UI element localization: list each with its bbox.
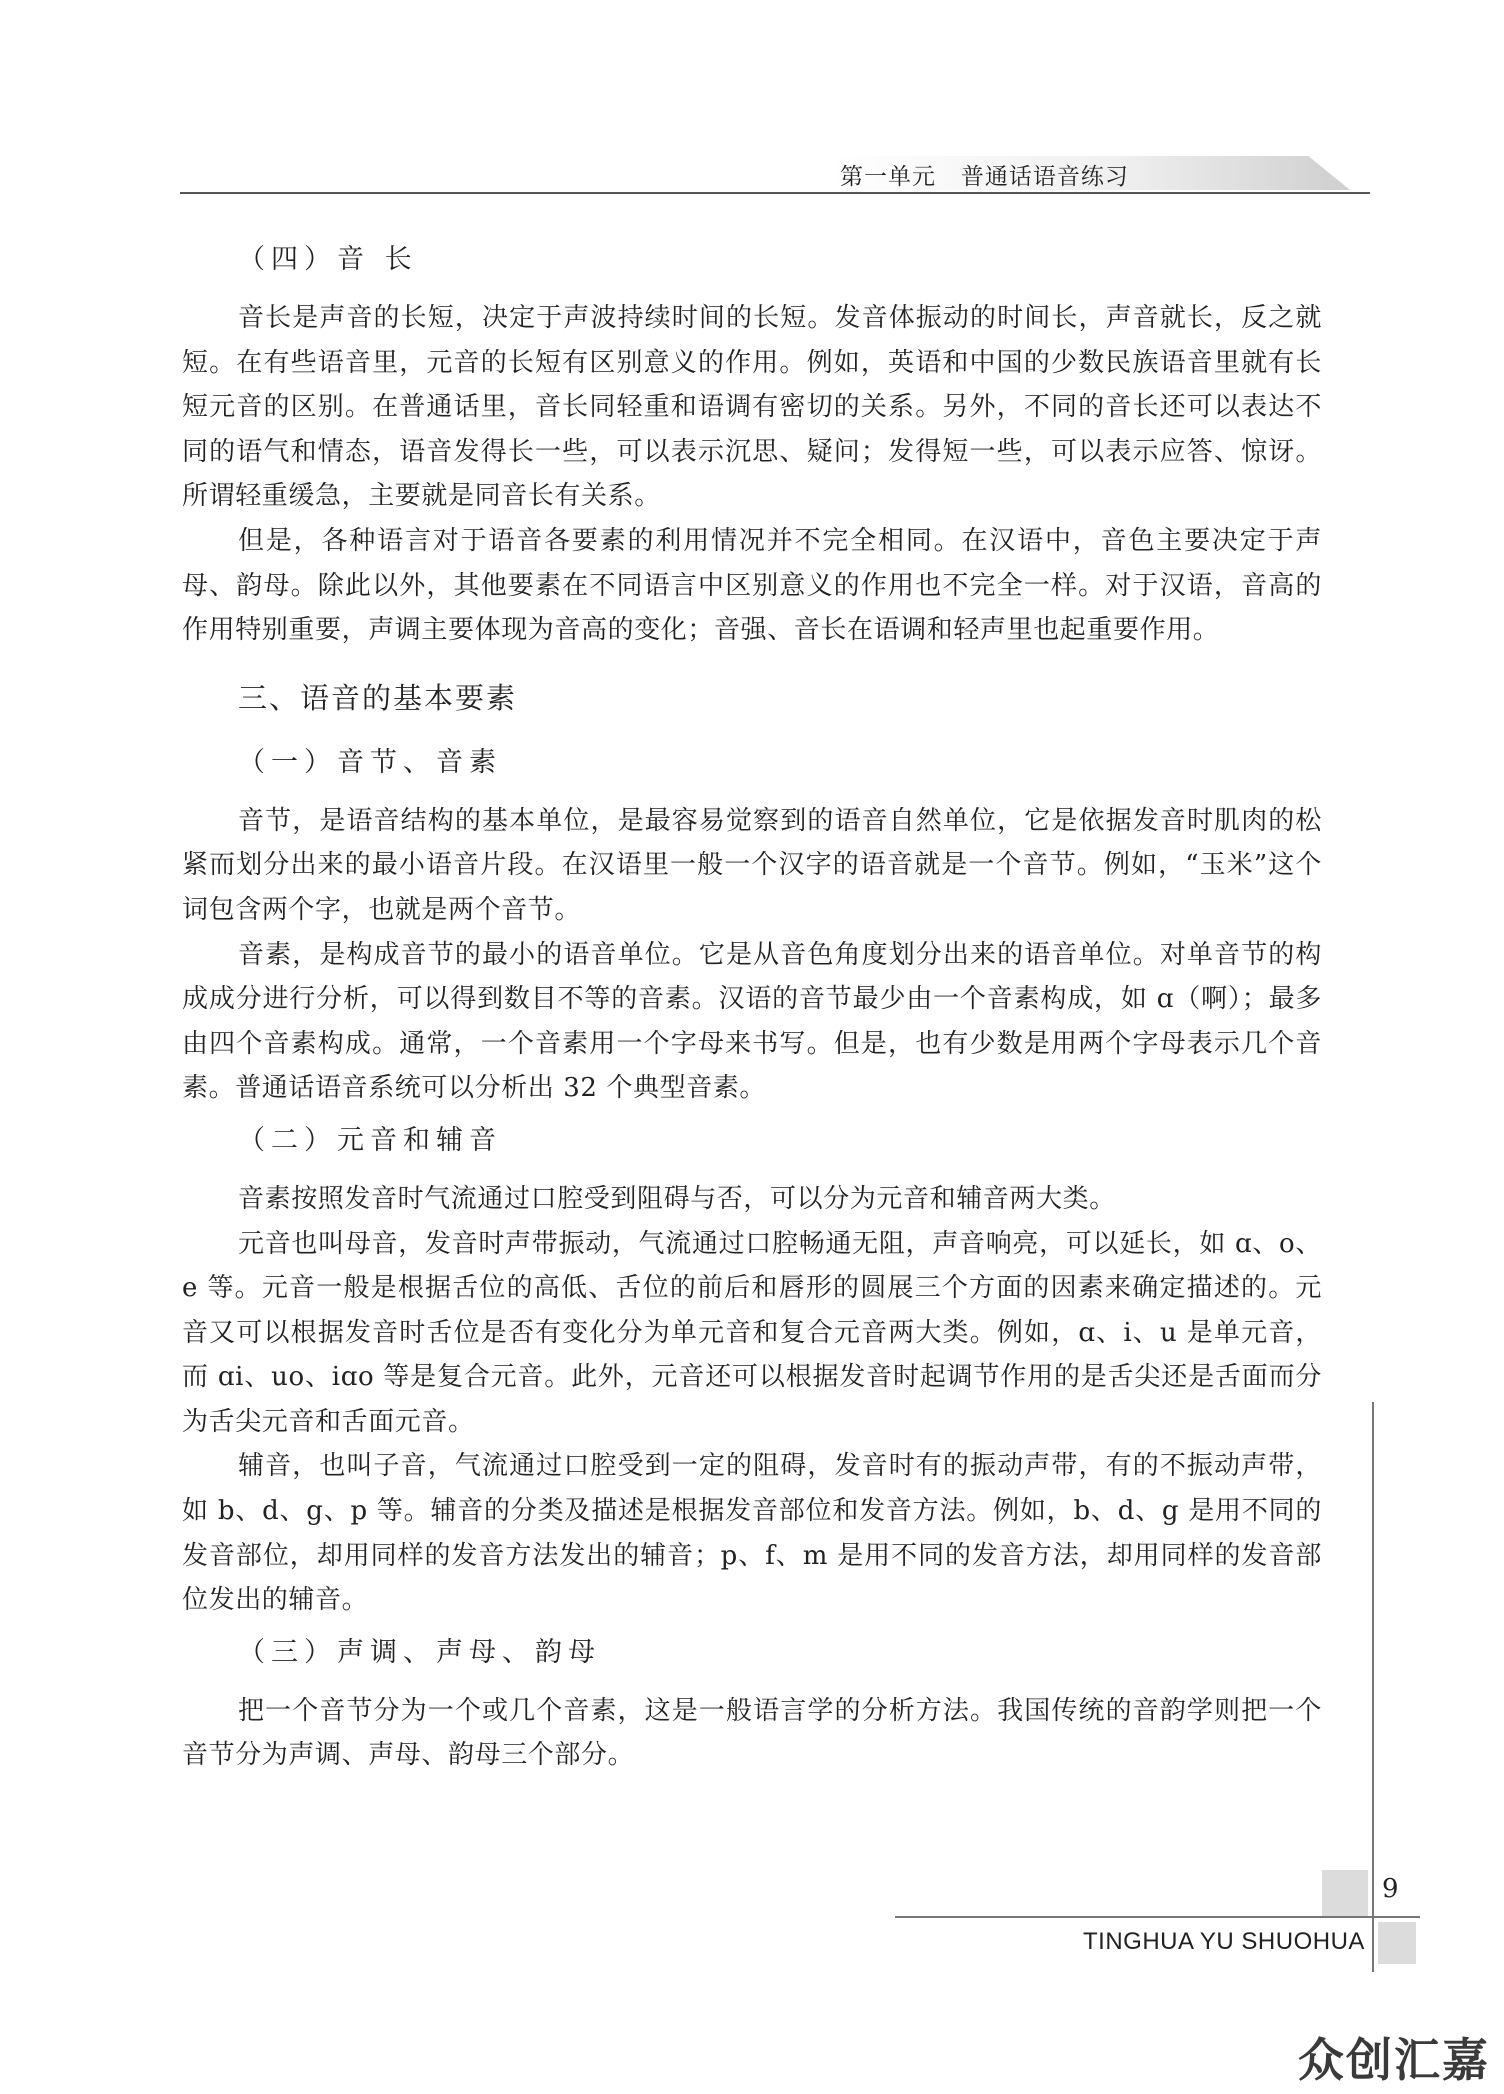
page-body	[182, 230, 1322, 1778]
header-rule	[180, 192, 1370, 194]
subsection-heading-syllable-phoneme: （一）音节、音素	[238, 746, 502, 778]
footer-rule	[895, 1916, 1420, 1918]
watermark-logo: 众创汇嘉	[1298, 2033, 1490, 2087]
paragraph: 音节，是语音结构的基本单位，是最容易觉察到的语音自然单位，它是依据发音时肌肉的松紧而划分出来的最小语音片段。在汉语里一般一个汉字的语音就是一个音节。例如，“玉米”这个词包含两个字，也就是两个音节。	[182, 805, 1322, 925]
paragraph: 但是，各种语言对于语音各要素的利用情况并不完全相同。在汉语中，音色主要决定于声母、韵母。除此以外，其他要素在不同语言中区别意义的作用也不完全一样。对于汉语，音高的作用特别重要，声调主要体现为音高的变化；音强、音长在语调和轻声里也起重要作用。	[182, 525, 1322, 646]
subsection-heading-tones-initials-finals: （三）声调、声母、韵母	[238, 1636, 601, 1668]
paragraph: 辅音，也叫子音，气流通过口腔受到一定的阻碍，发音时有的振动声带，有的不振动声带，如 b、d、g、p 等。辅音的分类及描述是根据发音部位和发音方法。例如，b、d、g 是用不同的发音部位，却用同样的发音方法发出的辅音；p、f、m 是用不同的发音方法，却用同样的发音部位发出的辅音。	[182, 1451, 1322, 1616]
footer-box	[1378, 1922, 1416, 1964]
paragraph: 元音也叫母音，发音时声带振动，气流通过口腔畅通无阻，声音响亮，可以延长，如 ɑ、o、e 等。元音一般是根据舌位的高低、舌位的前后和唇形的圆展三个方面的因素来确定描述的。元音又可以根据发音时舌位是否有变化分为单元音和复合元音两大类。例如，ɑ、i、u 是单元音，而 ɑi、uo、iɑo 等是复合元音。此外，元音还可以根据发音时起调节作用的是舌尖还是舌面而分为舌尖元音和舌面元音。	[182, 1228, 1322, 1437]
section-heading-basic-elements: 三、语音的基本要素	[238, 680, 518, 715]
paragraph: 音素，是构成音节的最小的语音单位。它是从音色角度划分出来的语音单位。对单音节的构成成分进行分析，可以得到数目不等的音素。汉语的音节最少由一个音素构成，如 ɑ（啊）；最多由四个音素构成。通常，一个音素用一个字母来书写。但是，也有少数是用两个字母表示几个音素。普通话语音系统可以分析出 32 个典型音素。	[182, 939, 1322, 1104]
subsection-heading-sound-length: （四）音 长	[238, 244, 418, 275]
paragraph: 把一个音节分为一个或几个音素，这是一般语言学的分析方法。我国传统的音韵学则把一个音节分为声调、声母、韵母三个部分。	[182, 1695, 1322, 1771]
running-title: TINGHUA YU SHUOHUA	[1083, 1928, 1365, 1955]
margin-rule	[1372, 1402, 1374, 1972]
subsection-heading-vowels-consonants: （二）元音和辅音	[238, 1124, 502, 1156]
unit-title: 第一单元 普通话语音练习	[840, 164, 1129, 190]
page-number: 9	[1382, 1874, 1399, 1904]
paragraph: 音素按照发音时气流通过口腔受到阻碍与否，可以分为元音和辅音两大类。	[238, 1183, 1116, 1214]
paragraph: 音长是声音的长短，决定于声波持续时间的长短。发音体振动的时间长，声音就长，反之就短。在有些语音里，元音的长短有区别意义的作用。例如，英语和中国的少数民族语音里就有长短元音的区别。在普通话里，音长同轻重和语调有密切的关系。另外，不同的音长还可以表达不同的语气和情态，语音发得长一些，可以表示沉思、疑问；发得短一些，可以表示应答、惊讶。所谓轻重缓急，主要就是同音长有关系。	[182, 303, 1322, 512]
page-number-box	[1322, 1870, 1368, 1916]
page-header	[180, 148, 1370, 194]
